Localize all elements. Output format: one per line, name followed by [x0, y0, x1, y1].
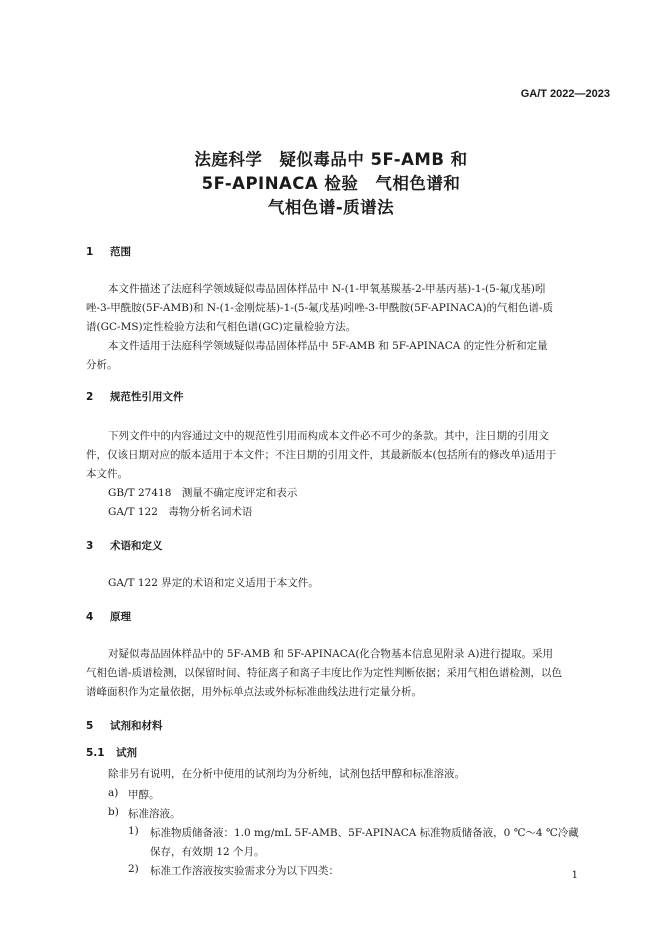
- page-number: 1: [571, 870, 578, 881]
- section-heading-normative-references: [86, 389, 184, 404]
- list-item-text: 标准溶液。: [128, 808, 181, 820]
- section-heading-principle: [86, 609, 131, 624]
- sublist-item-text: 标准工作溶液按实验需求分为以下四类：: [150, 865, 339, 877]
- sublist-item-text: 保存，有效期 12 个月。: [150, 846, 265, 858]
- paragraph-line: 唑-3-甲酰胺(5F-AMB)和 N-(1-金刚烷基)-1-(5-氟戊基)吲唑-3-甲酰胺(5F-APINACA)的气相色谱-质: [86, 302, 553, 314]
- section-heading-scope: [86, 244, 131, 259]
- section-number: 2: [86, 391, 94, 403]
- subsection-title: 试剂: [116, 747, 137, 759]
- paragraph-line: 谱峰面积作为定量依据，用外标单点法或外标标准曲线法进行定量分析。: [86, 686, 422, 698]
- document-title-line-1: 法庭科学 疑似毒品中 5F-AMB 和: [194, 150, 468, 169]
- paragraph-line: 本文件。: [86, 468, 128, 480]
- paragraph-line: 下列文件中的内容通过文中的规范性引用而构成本文件必不可少的条款。其中，注日期的引用文: [108, 430, 549, 442]
- reference-item: GA/T 122 毒物分析名词术语: [108, 506, 253, 518]
- section-title: 范围: [110, 246, 131, 258]
- paragraph-line: GA/T 122 界定的术语和定义适用于本文件。: [108, 577, 319, 589]
- paragraph-line: 谱(GC-MS)定性检验方法和气相色谱(GC)定量检验方法。: [86, 321, 357, 333]
- section-title: 术语和定义: [110, 540, 163, 552]
- subsection-heading-reagents: [86, 745, 137, 760]
- document-title-line-2: 5F-APINACA 检验 气相色谱和: [201, 174, 461, 193]
- list-label: b): [108, 806, 119, 818]
- sublist-label: 2): [128, 863, 139, 875]
- reference-item: GB/T 27418 测量不确定度评定和表示: [108, 487, 298, 499]
- sublist-item-text: 标准物质储备液：1.0 mg/mL 5F-AMB、5F-APINACA 标准物质储备液，0 ℃～4 ℃冷藏: [150, 827, 579, 839]
- paragraph-line: 件，仅该日期对应的版本适用于本文件；不注日期的引用文件，其最新版本(包括所有的修改单)适用于: [86, 449, 557, 461]
- section-title: 试剂和材料: [110, 720, 163, 732]
- sublist-label: 1): [128, 825, 139, 837]
- paragraph-line: 气相色谱-质谱检测，以保留时间、特征离子和离子丰度比作为定性判断依据；采用气相色谱检测，以色: [86, 667, 563, 679]
- paragraph-line: 除非另有说明，在分析中使用的试剂均为分析纯，试剂包括甲醇和标准溶液。: [108, 768, 465, 780]
- section-number: 3: [86, 540, 94, 552]
- section-title: 原理: [110, 611, 131, 623]
- section-heading-reagents: [86, 718, 163, 733]
- subsection-number: 5.1: [86, 747, 105, 759]
- paragraph-line: 分析。: [86, 359, 118, 371]
- section-heading-terms: [86, 538, 163, 553]
- list-label: a): [108, 787, 119, 799]
- document-title-line-3: 气相色谱-质谱法: [267, 198, 395, 217]
- paragraph-line: 本文件适用于法庭科学领域疑似毒品固体样品中 5F-AMB 和 5F-APINACA 的定性分析和定量: [108, 340, 548, 352]
- section-number: 5: [86, 720, 94, 732]
- section-title: 规范性引用文件: [110, 391, 184, 403]
- list-item-text: 甲醇。: [128, 789, 160, 801]
- section-number: 4: [86, 611, 94, 623]
- paragraph-line: 本文件描述了法庭科学领域疑似毒品固体样品中 N-(1-甲氧基羰基-2-甲基丙基)-1-(5-氟戊基)吲: [108, 283, 546, 295]
- standard-code: GA/T 2022—2023: [520, 88, 610, 100]
- paragraph-line: 对疑似毒品固体样品中的 5F-AMB 和 5F-APINACA(化合物基本信息见附录 A)进行提取。采用: [108, 648, 553, 660]
- section-number: 1: [86, 246, 94, 258]
